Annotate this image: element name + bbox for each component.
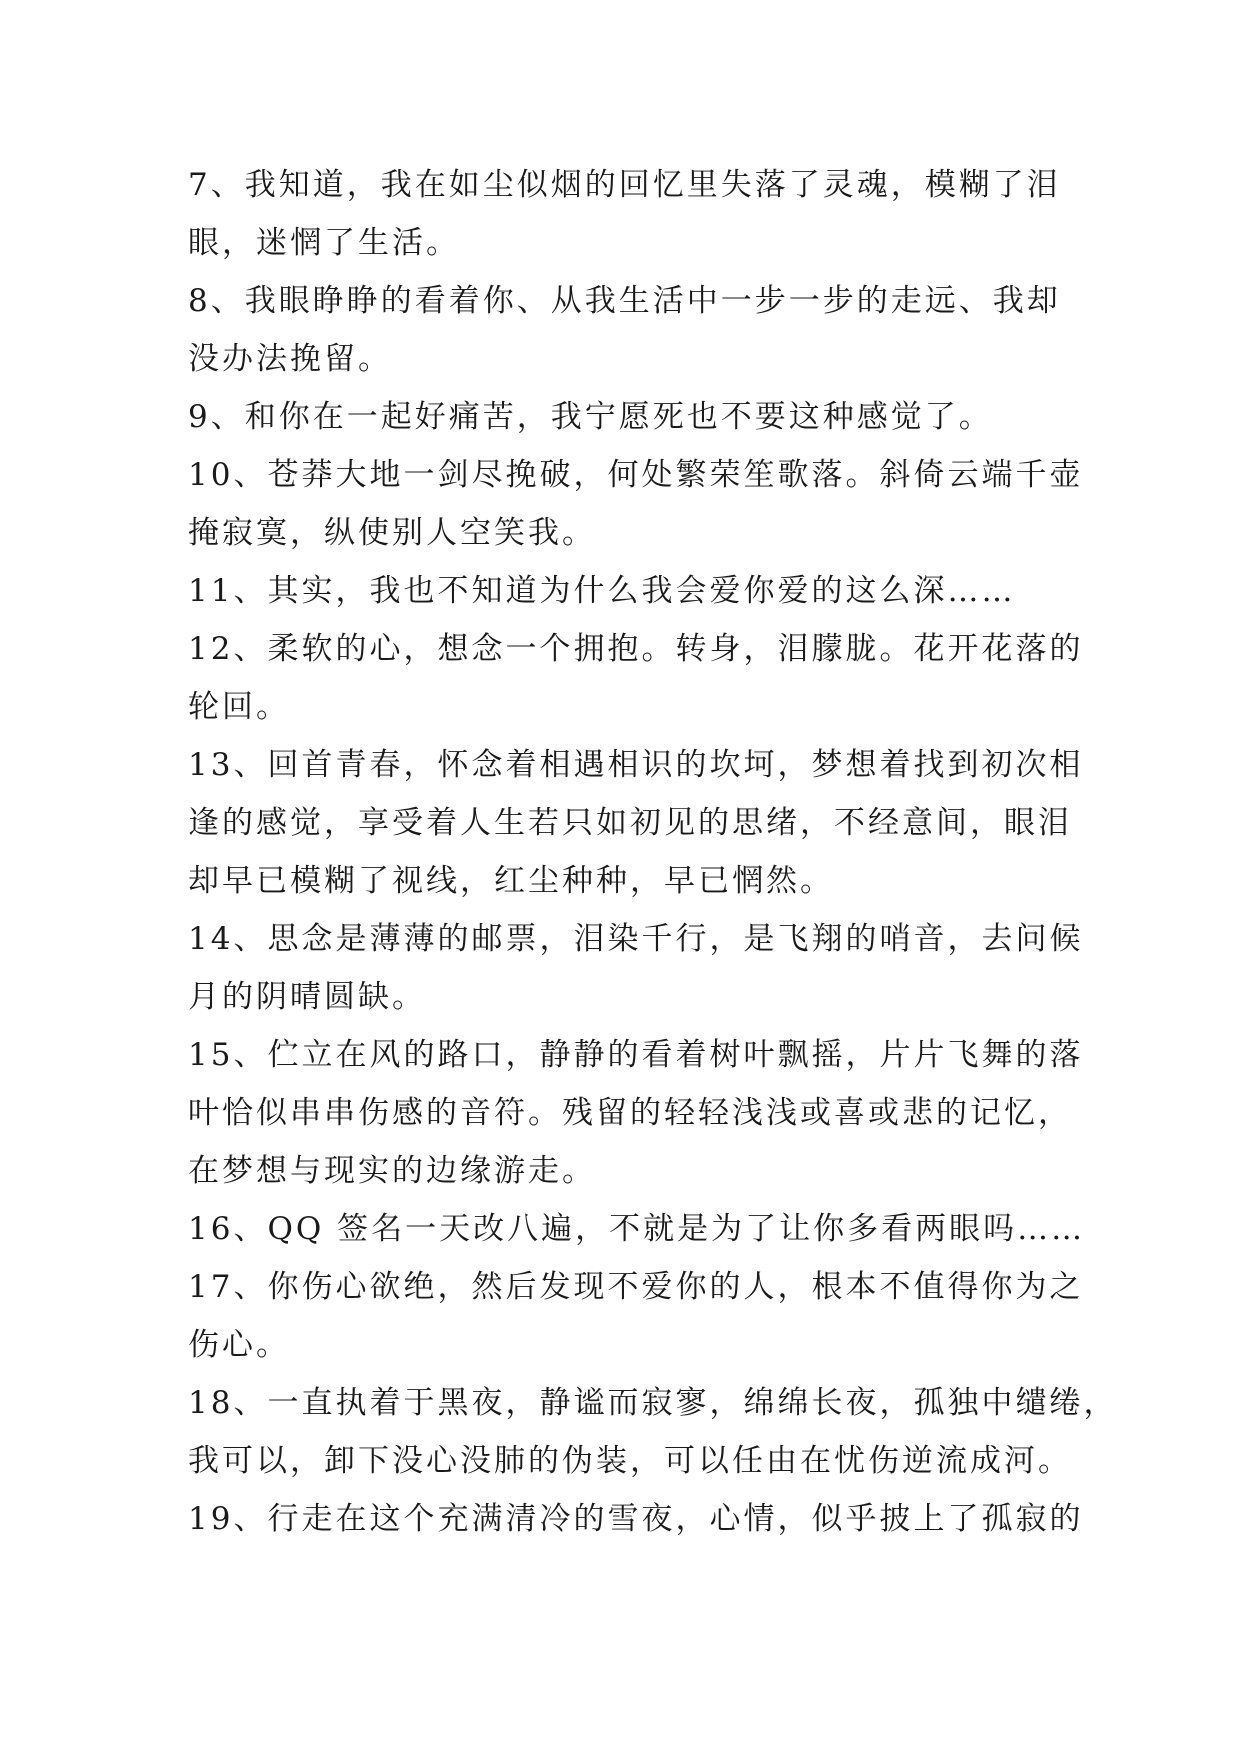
text-line: 11、其实，我也不知道为什么我会爱你爱的这么深…… — [188, 573, 1016, 609]
text-line: 轮回。 — [188, 689, 290, 725]
text-line: 8、我眼睁睁的看着你、从我生活中一步一步的走远、我却 — [188, 283, 1061, 319]
text-line: 15、伫立在风的路口，静静的看着树叶飘摇，片片飞舞的落 — [188, 1037, 1084, 1073]
text-line: 16、QQ 签名一天改八遍，不就是为了让你多看两眼吗…… — [188, 1211, 1086, 1247]
text-line: 月的阴晴圆缺。 — [188, 979, 426, 1015]
text-line: 叶恰似串串伤感的音符。残留的轻轻浅浅或喜或悲的记忆， — [188, 1095, 1072, 1131]
text-line: 13、回首青春，怀念着相遇相识的坎坷，梦想着找到初次相 — [188, 747, 1084, 783]
text-line: 却早已模糊了视线，红尘种种，早已惘然。 — [188, 863, 834, 899]
text-line: 掩寂寞，纵使别人空笑我。 — [188, 515, 596, 551]
text-line: 14、思念是薄薄的邮票，泪染千行，是飞翔的哨音，去问候 — [188, 921, 1084, 957]
text-line: 7、我知道，我在如尘似烟的回忆里失落了灵魂，模糊了泪 — [188, 167, 1061, 203]
text-line: 在梦想与现实的边缘游走。 — [188, 1153, 596, 1189]
document-body — [188, 156, 1118, 1548]
text-line: 12、柔软的心，想念一个拥抱。转身，泪朦胧。花开花落的 — [188, 631, 1084, 667]
text-line: 9、和你在一起好痛苦，我宁愿死也不要这种感觉了。 — [188, 399, 993, 435]
text-line: 19、行走在这个充满清冷的雪夜，心情，似乎披上了孤寂的 — [188, 1501, 1084, 1537]
text-line: 逢的感觉，享受着人生若只如初见的思绪，不经意间，眼泪 — [188, 805, 1072, 841]
text-line: 眼，迷惘了生活。 — [188, 225, 460, 261]
text-line: 10、苍莽大地一剑尽挽破，何处繁荣笙歌落。斜倚云端千壶 — [188, 457, 1084, 493]
text-line: 18、一直执着于黑夜，静谧而寂寥，绵绵长夜，孤独中缱绻， — [188, 1385, 1118, 1421]
text-line: 我可以，卸下没心没肺的伪装，可以任由在忧伤逆流成河。 — [188, 1443, 1072, 1479]
text-line: 伤心。 — [188, 1327, 290, 1363]
text-line: 没办法挽留。 — [188, 341, 392, 377]
text-line: 17、你伤心欲绝，然后发现不爱你的人，根本不值得你为之 — [188, 1269, 1084, 1305]
